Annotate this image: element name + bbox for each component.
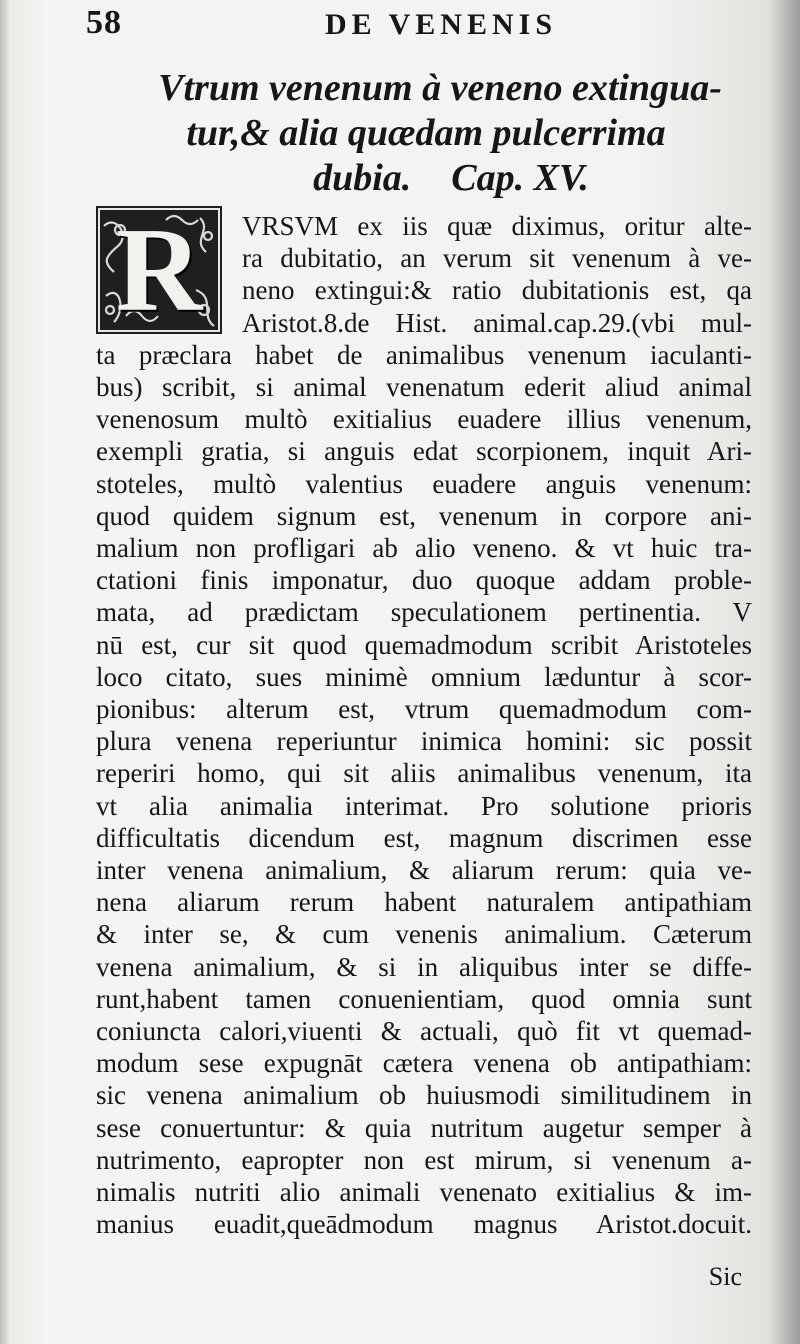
running-head: DE VENENIS	[325, 8, 558, 41]
body-line: bus) scribit, si animal venenatum ederit aliud animal	[96, 372, 752, 403]
body-line: vt alia animalia interimat. Pro solutione prioris	[96, 790, 752, 821]
title-line-1: Vtrum venenum à veneno extingua-	[158, 67, 722, 109]
body-line: Aristot.8.de Hist. animal.cap.29.(vbi mul-	[242, 307, 752, 338]
page-number: 58	[86, 4, 122, 41]
body-line: malium non profligari ab alio veneno. & vt huic tra-	[96, 533, 752, 564]
body-line: sic venena animalium ob huiusmodi similitudinem in	[96, 1080, 752, 1111]
body-line: sese conuertuntur: & quia nutritum augetur semper à	[96, 1112, 752, 1143]
body-line: manius euadit,queādmodum magnus Aristot.docuit.	[96, 1209, 752, 1240]
body-line: venena animalium, & si in aliquibus inter se diffe-	[96, 951, 752, 982]
body-line: VRSVM ex iis quæ diximus, oritur alte-	[242, 211, 752, 241]
body-text	[96, 210, 752, 1241]
body-line: nū est, cur sit quod quemadmodum scribit Aristoteles	[96, 629, 752, 660]
body-line: ta præclara habet de animalibus venenum iaculanti-	[96, 339, 752, 370]
body-line: loco citato, sues minimè omnium læduntur à scor-	[96, 661, 752, 692]
body-line: nutrimento, eapropter non est mirum, si venenum a-	[96, 1144, 752, 1175]
body-line: runt,habent tamen conuenientiam, quod omnia sunt	[96, 983, 752, 1014]
chapter-number: Cap. XV.	[451, 157, 589, 199]
page-header	[0, 2, 800, 50]
body-line: difficultatis dicendum est, magnum discrimen esse	[96, 822, 752, 853]
body-line: reperiri homo, qui sit aliis animalibus venenum, ita	[96, 758, 752, 789]
body-line: neno extingui:& ratio dubitationis est, qa	[242, 275, 752, 306]
catchword: Sic	[708, 1262, 742, 1291]
drop-cap-letter: R	[115, 203, 203, 336]
title-line-3-text: dubia.	[313, 157, 412, 199]
body-line: modum sese expugnāt cætera venena ob antipathiam:	[96, 1048, 752, 1079]
body-line: exempli gratia, si anguis edat scorpionem, inquit Ari-	[96, 436, 752, 467]
body-line: plura venena reperiuntur inimica homini: sic possit	[96, 726, 752, 757]
body-line: venenosum multò exitialius euadere illius venenum,	[96, 404, 752, 435]
body-line: nena aliarum rerum habent naturalem antipathiam	[96, 887, 752, 918]
body-line: nimalis nutriti alio animali venenato exitialius & im-	[96, 1177, 752, 1208]
title-line-2: tur,& alia quædam pulcerrima	[186, 112, 666, 154]
body-line: ctationi finis imponatur, duo quoque addam proble-	[96, 565, 752, 596]
body-line: pionibus: alterum est, vtrum quemadmodum com-	[96, 694, 752, 725]
body-line: stoteles, multò valentius euadere anguis venenum:	[96, 468, 752, 499]
body-line: quod quidem signum est, venenum in corpore ani-	[96, 500, 752, 531]
title-line-3	[96, 156, 756, 201]
chapter-title	[96, 66, 756, 201]
body-line: inter venena animalium, & aliarum rerum: quia ve-	[96, 855, 752, 886]
body-line: mata, ad prædictam speculationem pertinentia. V	[96, 597, 752, 628]
body-line: coniuncta calori,viuenti & actuali, quò fit vt quemad-	[96, 1016, 752, 1047]
body-line: ra dubitatio, an verum sit venenum à ve-	[242, 243, 752, 274]
body-line: & inter se, & cum venenis animalium. Cæterum	[96, 919, 752, 950]
